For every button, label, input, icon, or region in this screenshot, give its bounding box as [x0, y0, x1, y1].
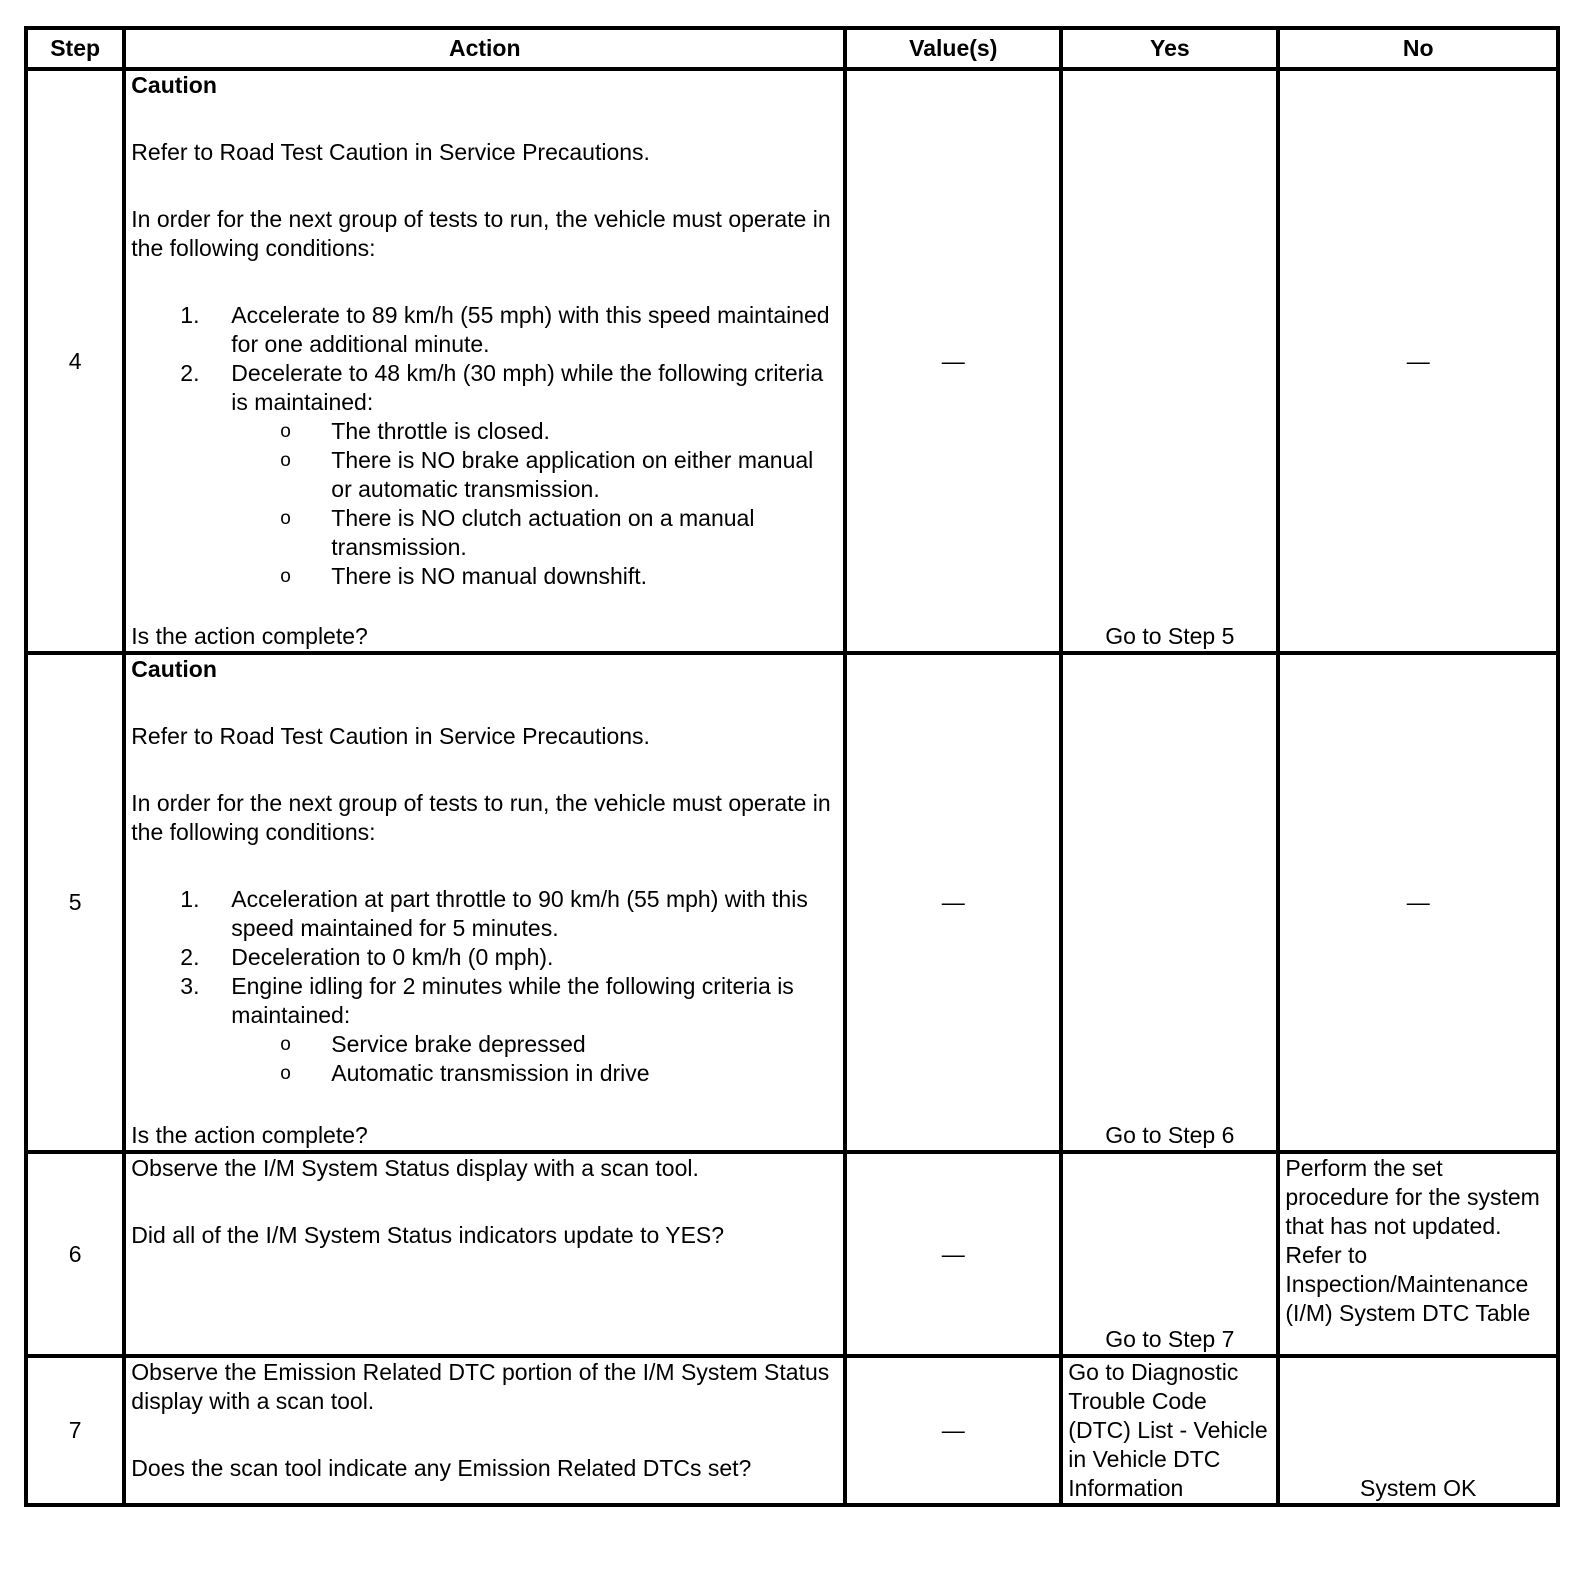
diagnostic-table: [24, 26, 1560, 1507]
table-row-step-5: [26, 653, 1558, 1152]
action-question: Does the scan tool indicate any Emission Related DTCs set?: [131, 1455, 752, 1481]
step-number: 5: [26, 653, 124, 1152]
table-row-step-6: [26, 1152, 1558, 1356]
no-cell: —: [1278, 69, 1558, 653]
road-test-reference: Refer to Road Test Caution in Service Precautions.: [131, 723, 650, 749]
yes-cell: Go to Step 5: [1061, 69, 1278, 653]
bullet-icon: o: [280, 1034, 291, 1055]
step-number: 4: [26, 69, 124, 653]
header-values: Value(s): [845, 28, 1061, 69]
step-number: 6: [26, 1152, 124, 1356]
list-item: o Service brake depressed: [280, 1031, 586, 1057]
header-step: Step: [26, 28, 124, 69]
yes-cell: Go to Diagnostic Trouble Code (DTC) List - Vehicle in Vehicle DTC Information: [1061, 1356, 1278, 1505]
header-yes: Yes: [1061, 28, 1278, 69]
action-instruction: Observe the Emission Related DTC portion of the I/M System Status display with a scan tool.: [131, 1359, 830, 1414]
action-question: Is the action complete?: [131, 1122, 368, 1148]
table-row-step-7: [26, 1356, 1558, 1505]
conditions-intro: In order for the next group of tests to run, the vehicle must operate in the following conditions:: [131, 790, 831, 845]
action-cell: [124, 1356, 845, 1505]
no-cell: System OK: [1278, 1356, 1558, 1505]
no-cell: Perform the set procedure for the system that has not updated. Refer to Inspection/Maintenance (I/M) System DTC Table: [1278, 1152, 1558, 1356]
conditions-intro: In order for the next group of tests to run, the vehicle must operate in the following conditions:: [131, 206, 831, 261]
value-cell: —: [845, 653, 1061, 1152]
list-item: o Automatic transmission in drive: [280, 1060, 650, 1086]
action-cell: [124, 1152, 845, 1356]
bullet-icon: o: [280, 450, 291, 471]
action-cell: [124, 69, 845, 653]
road-test-reference: Refer to Road Test Caution in Service Precautions.: [131, 139, 650, 165]
value-cell: —: [845, 1356, 1061, 1505]
action-instruction: Observe the I/M System Status display with a scan tool.: [131, 1155, 699, 1181]
caution-heading: Caution: [131, 72, 217, 98]
conditions-list: [131, 301, 838, 591]
list-item: o There is NO clutch actuation on a manual transmission.: [280, 505, 755, 560]
step-number: 7: [26, 1356, 124, 1505]
value-cell: —: [845, 1152, 1061, 1356]
yes-cell: Go to Step 7: [1061, 1152, 1278, 1356]
no-cell: —: [1278, 653, 1558, 1152]
list-item: 1. Acceleration at part throttle to 90 km/h (55 mph) with this speed maintained for 5 minutes.: [180, 886, 808, 941]
action-question: Is the action complete?: [131, 623, 368, 649]
list-item: o The throttle is closed.: [280, 418, 550, 444]
action-question: Did all of the I/M System Status indicators update to YES?: [131, 1222, 725, 1248]
action-cell: [124, 653, 845, 1152]
bullet-icon: o: [280, 421, 291, 442]
bullet-icon: o: [280, 508, 291, 529]
yes-cell: Go to Step 6: [1061, 653, 1278, 1152]
list-item: 3. Engine idling for 2 minutes while the following criteria is maintained: o Service brake depressed o Automatic transmission in drive: [131, 972, 838, 1088]
bullet-icon: o: [280, 1063, 291, 1084]
list-item: o There is NO manual downshift.: [280, 563, 648, 589]
header-row: [26, 28, 1558, 69]
list-item: 1. Accelerate to 89 km/h (55 mph) with this speed maintained for one additional minute.: [180, 302, 830, 357]
criteria-list: [231, 1030, 838, 1088]
header-no: No: [1278, 28, 1558, 69]
table-row-step-4: [26, 69, 1558, 653]
criteria-list: [231, 417, 838, 591]
list-item: 2. Deceleration to 0 km/h (0 mph).: [180, 944, 554, 970]
list-item: o There is NO brake application on either manual or automatic transmission.: [280, 447, 814, 502]
list-item: 2. Decelerate to 48 km/h (30 mph) while the following criteria is maintained: o The throttle is closed. o There is NO brake application on either manual or automatic transmission. o There is NO clutch actuation on a manual transmission. o There is NO manual downshift.: [131, 359, 838, 591]
value-cell: —: [845, 69, 1061, 653]
caution-heading: Caution: [131, 656, 217, 682]
header-action: Action: [124, 28, 845, 69]
bullet-icon: o: [280, 566, 291, 587]
conditions-list: [131, 885, 838, 1088]
